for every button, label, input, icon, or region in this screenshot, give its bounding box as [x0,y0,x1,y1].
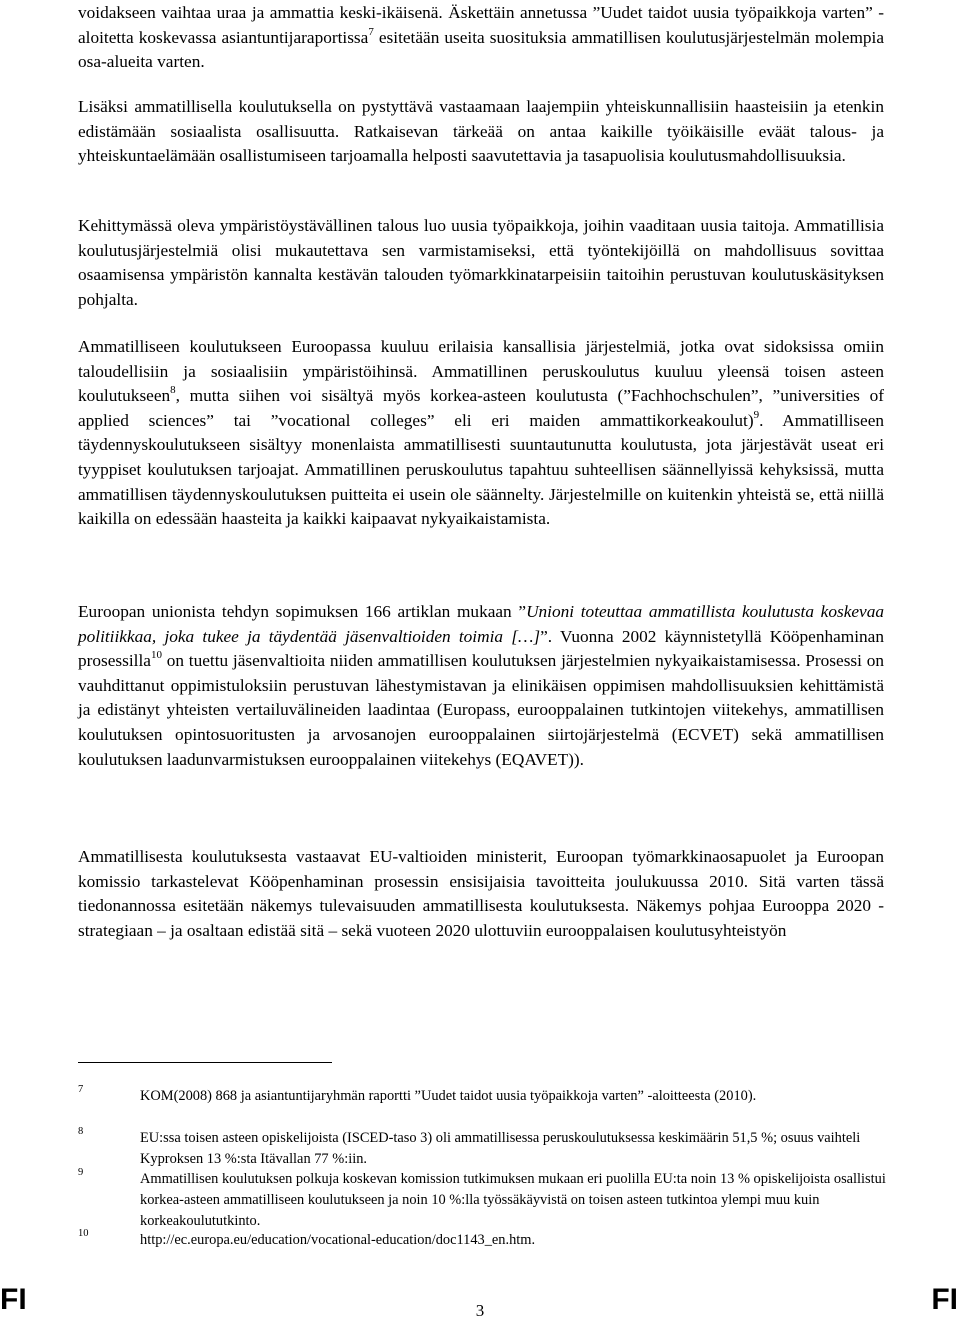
paragraph-text: ”. Vuonna 2002 käynnistetyllä Kööpenhaminan prosessilla [78,626,884,671]
paragraph-text: . Ammatilliseen täydennyskoulutukseen sisältyy monenlaista ammatillisesti suuntautunutta koulutusta, jota järjestävät useat eri tyyppiset koulutuksen tarjoajat. Ammatillinen peruskoulutus tapahtuu suhteellisen säännellyissä kehyksissä, mutta ammatillisen täydennyskoulutuksen puitteita ei usein ole säännelty. Järjestelmille on kuitenkin yhteistä se, että niillä kaikilla on edessään haasteita ja kaikki kaipaavat nykyaikaistamista. [78,410,884,529]
paragraph-text: on tuettu jäsenvaltioita niiden ammatillisen koulutuksen järjestelmien nykyaikaistamisessa. Prosessi on vauhdittanut oppimistuloksiin perustuvan lähestymistavan ja elinikäisen oppimisen mahdollisuuksien kehittämistä ja edistänyt yhteisten vertailuvälineiden laadintaa (Europass, eurooppalainen tutkintojen viitekehys, ammatillisen koulutuksen opintosuoritusten ja arvosanojen eurooppalainen siirtojärjestelmä (ECVET) sekä ammatillisen koulutuksen laadunvarmistuksen eurooppalainen viitekehys (EQAVET)). [78,651,884,769]
footnote-ref-8[interactable]: 8 [170,384,176,397]
paragraph-text: esitetään useita suosituksia ammatillisen koulutusjärjestelmän molempia osa-alueita varten. [78,27,884,72]
footnote-text: KOM(2008) 868 ja asiantuntijaryhmän raportti ”Uudet taidot uusia työpaikkoja varten” -aloitteesta (2010). [140,1088,757,1104]
footnote-link[interactable]: http://ec.europa.eu/education/vocational-education/doc1143_en.htm. [140,1232,536,1248]
paragraph-5 [78,600,884,772]
paragraph-6 [78,845,884,943]
paragraph-text: Lisäksi ammatillisella koulutuksella on pystyttävä vastaamaan laajempiin yhteiskunnallisiin haasteisiin ja etenkin edistämään sosiaalista osallisuutta. Ratkaisevan tärkeää on antaa kaikille työikäisille eväät talous- ja yhteiskuntaelämään osallistumiseen tarjoamalla helposti saavutettavia ja tasapuolisia koulutusmahdollisuuksia. [78,97,884,166]
paragraph-text: Euroopan unionista tehdyn sopimuksen 166 artiklan mukaan ” [78,602,527,621]
language-code-left: FI [0,1283,27,1316]
paragraph-text: , mutta siihen voi sisältyä myös korkea-asteen koulutusta (”Fachhochschulen”, ”universities of applied sciences” tai ”vocational colleges” eli eri maiden ammattikorkeakoulut) [78,386,884,430]
paragraph-text: Ammatilliseen koulutukseen Euroopassa kuuluu erilaisia kansallisia järjestelmiä, jotka ovat sidoksissa omiin taloudellisiin ja sosiaalisiin ympäristöihinsä. Ammatillinen peruskoulutus kuuluu yleensä toisen asteen koulutukseen [78,337,884,406]
footnote-text: Ammatillisen koulutuksen polkuja koskevan komission tutkimuksen mukaan eri puolilla EU:ta noin 13 % opiskelijoista osallistui korkea-asteen ammatilliseen koulutukseen ja noin 10 %:lla työssäkäyvistä on toisen asteen tutkintoa ylempi muu kuin korkeakoulututkinto. [140,1171,886,1229]
paragraph-text: Kehittymässä oleva ympäristöystävällinen talous luo uusia työpaikkoja, joihin vaaditaan uusia taitoja. Ammatillisia koulutusjärjestelmiä olisi mukautettava sen varmistamiseksi, että työntekijöillä on mahdollisuus sovittaa osaamisensa ympäristön kannalta kestävän talouden työmarkkinatarpeisiin taitoihin perustuvan koulutuskäsityksen pohjalta. [78,216,884,309]
footnote-text: EU:ssa toisen asteen opiskelijoista (ISCED-taso 3) oli ammatillisessa peruskoulutuksessa keskimäärin 51,5 %; osuus vaihteli Kyproksen 13 %:sta Itävallan 77 %:iin. [140,1130,861,1167]
footnote-number: 7 [78,1084,84,1095]
footnote-number: 10 [78,1228,89,1239]
paragraph-4 [78,335,884,532]
paragraph-3 [78,214,884,312]
language-code-right: FI [931,1283,958,1316]
footnote-ref-7[interactable]: 7 [368,25,374,38]
footnote-ref-10[interactable]: 10 [150,649,162,662]
treaty-quote: Unioni toteuttaa ammatillista koulutusta koskevaa politiikkaa, joka tukee ja täydentää jäsenvaltioiden toimia […] [78,602,885,646]
page-number: 3 [475,1301,485,1320]
footnote-ref-9[interactable]: 9 [753,409,760,422]
paragraph-text: Ammatillisesta koulutuksesta vastaavat EU-valtioiden ministerit, Euroopan työmarkkinaosapuolet ja Euroopan komissio tarkastelevat Kööpenhaminan prosessin ensisijaisia tavoitteita joulukuussa 2010. Sitä varten tässä tiedonannossa esitetään näkemys tulevaisuuden ammatillisesta koulutuksesta. Näkemys pohjaa Eurooppa 2020 -strategiaan – ja osaltaan edistää sitä – sekä vuoteen 2020 ulottuviin eurooppalaisen koulutusyhteistyön [78,847,884,940]
paragraph-1 [78,1,884,75]
paragraph-2 [78,95,884,169]
paragraph-text: voidakseen vaihtaa uraa ja ammattia keski-ikäisenä. Äskettäin annetussa ”Uudet taidot uusia työpaikkoja varten” -aloitetta koskevassa asiantuntijaraportissa [78,3,884,47]
footnote-number: 9 [78,1167,84,1178]
footnote-divider [78,1062,332,1063]
footnote-number: 8 [78,1126,84,1137]
